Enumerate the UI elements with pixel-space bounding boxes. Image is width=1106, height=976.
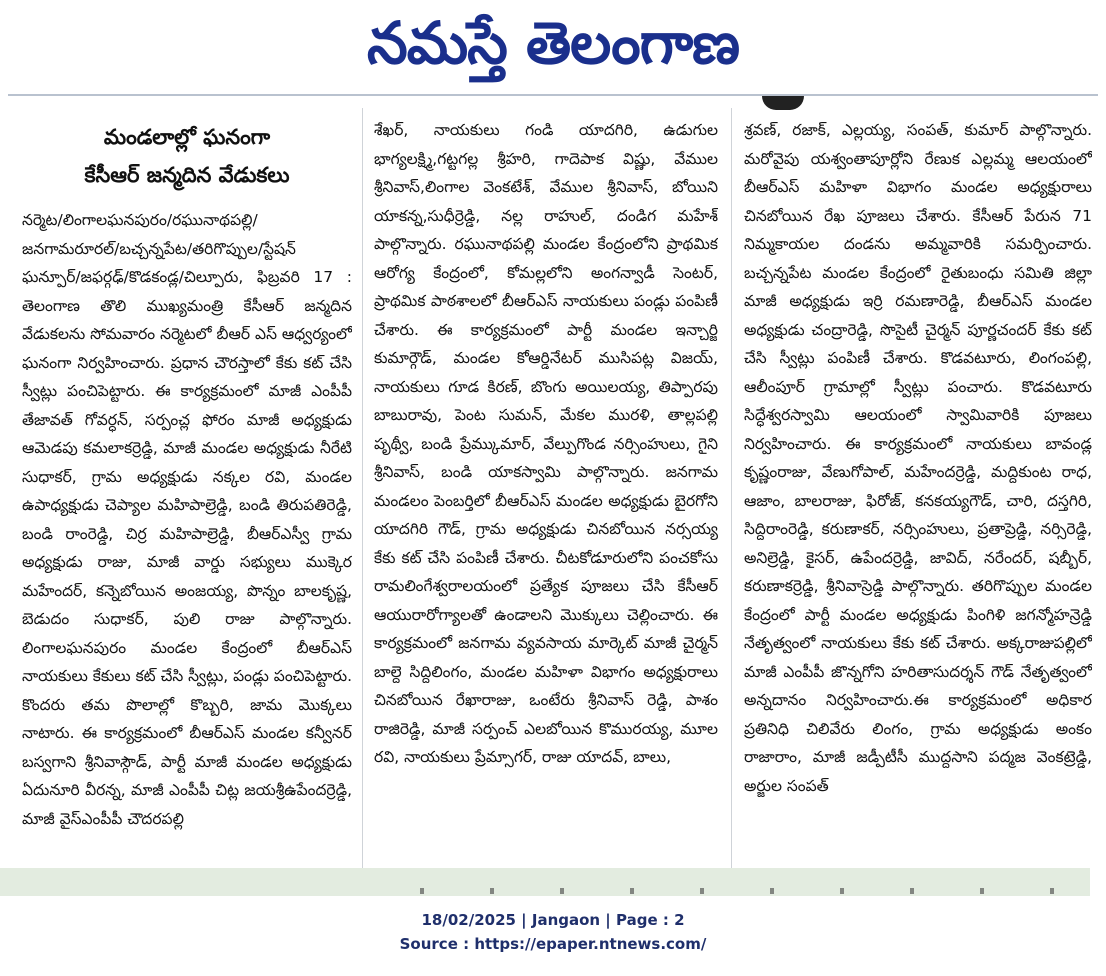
article-text: శేఖర్, నాయకులు గండి యాదగిరి, ఉడుగుల భాగ్యలక్ష్మి,గట్టగల్ల శ్రీహరి, గాదెపాక విష్ణు, వేముల శ్రీనివాస్,లింగాల వెంకటేశ్, వేముల శ్రీనివాస్, బోయిని యాకన్న,సుధీర్రెడ్డి, నల్ల రాహుల్, దండిగ మహేశ్ పాల్గొన్నారు. రఘునాథపల్లి మండల కేంద్రంలోని ప్రాథమిక ఆరోగ్య కేంద్రంలో, కోమల్లలోని అంగన్వాడీ సెంటర్, ప్రాథమిక పాఠశాలలో బీఆర్ఎస్ నాయకులు పండ్లు పంపిణీ చేశారు. ఈ కార్యక్రమంలో పార్టీ మండల ఇన్చార్జి కుమార్గౌడ్, మండల కోఆర్డినేటర్ ముసిపట్ల విజయ్, నాయకులు గూడ కిరణ్, బొంగు అయిలయ్య, తిప్పారపు బాబురావు, పెంట సుమన్, మేకల మురళి, తాల్లపల్లి పృథ్వీ, బండి ప్రేమ్కుమార్, వేల్పుగొండ నర్సింహులు, గైని శ్రీనివాస్, బండి యాకస్వామి పాల్గొన్నారు. జనగామ మండలం పెంబర్తిలో బీఆర్ఎస్ మండల అధ్యక్షుడు బైరగోని యాదగిరి గౌడ్, గ్రామ అధ్యక్షుడు చినబోయిన నర్సయ్య కేకు కట్ చేసి పంపిణీ చేశారు. చీటకోడూరులోని పంచకోసు రామలింగేశ్వరాలయంలో ప్రత్యేక పూజలు చేసి కేసీఆర్ ఆయురారోగ్యాలతో ఉండాలని మొక్కులు చెల్లించారు. ఈ కార్యక్రమంలో జనగామ వ్యవసాయ మార్కెట్ మాజీ చైర్మన్ బాల్దె సిద్దిలింగం, మండల మహిళా విభాగం అధ్యక్షురాలు చినబోయిన రేఖారాజు, ఒంటేరు శ్రీనివాస్ రెడ్డి, పాశం రాజిరెడ్డి, మాజీ సర్పంచ్ ఎలబోయిన కొమురయ్య, మూల రవి, నాయకులు ప్రేమ్సాగర్, రాజు యాదవ్, బాలు, (374, 121, 718, 766)
column-divider (731, 108, 732, 876)
newspaper-logo: నమస్తే తెలంగాణ (367, 9, 739, 77)
article-text: శ్రవణ్, రజాక్, ఎల్లయ్య, సంపత్, కుమార్ పాల్గొన్నారు. మరోవైపు యశ్వంతాపూర్లోని రేణుక ఎల్లమ్మ ఆలయంలో బీఆర్ఎస్ మహిళా విభాగం మండల అధ్యక్షురాలు చినబోయిన రేఖ పూజలు చేశారు. కేసీఆర్ పేరున 71 నిమ్మకాయల దండను అమ్మవారికి సమర్పించారు. బచ్చన్నపేట మండల కేంద్రంలో రైతుబంధు సమితి జిల్లా మాజీ అధ్యక్షుడు ఇర్రి రమణారెడ్డి, బీఆర్ఎస్ మండల అధ్యక్షుడు చంద్రారెడ్డి, సొసైటీ చైర్మన్ పూర్ణచందర్ కేకు కట్ చేసి స్వీట్లు పంపిణీ చేశారు. కొడవటూరు, లింగంపల్లి, ఆలీంపూర్ గ్రామాల్లో స్వీట్లు పంచారు. కొడవటూరు సిద్ధేశ్వరస్వామి ఆలయంలో స్వామివారికి పూజలు నిర్వహించారు. ఈ కార్యక్రమంలో నాయకులు బావండ్ల కృష్ణంరాజు, వేణుగోపాల్, మహేందర్రెడ్డి, మద్దికుంట రాధ, ఆజాం, బాలరాజు, ఫిరోజ్, కనకయ్యగౌడ్, చారి, దస్తగిరి, సిద్దిరాంరెడ్డి, కరుణాకర్, నర్సింహులు, ప్రతాప్రెడ్డి, నర్సిరెడ్డి, అనిల్రెడ్డి, కైసర్, ఉపేందర్రెడ్డి, జావిద్, నరేందర్, షబ్బీర్, కరుణాకర్రెడ్డి, శ్రీనివాస్రెడ్డి పాల్గొన్నారు. తరిగొప్పుల మండల కేంద్రంలో పార్టీ మండల అధ్యక్షుడు పింగిళి జగన్మోహన్రెడ్డి నేతృత్వంలో నాయకులు కేకు కట్ చేశారు. అక్కరాజుపల్లిలో మాజీ ఎంపీపీ జొన్నగోని హరితాసుదర్శన్ గౌడ్ నేతృత్వంలో అన్నదానం నిర్వహించారు.ఈ కార్యక్రమంలో అధికార ప్రతినిధి చిలివేరు లింగం, గ్రామ అధ్యక్షుడు అంకం రాజారాం, మాజీ జడ్పీటీసీ ముద్దసాని పద్మజ వెంకట్రెడ్డి, అర్జుల సంపత్ (744, 121, 1092, 795)
article-text: నర్మెట/లింగాలఘనపురం/రఘునాథపల్లి/జనగామరూరల్/బచ్చన్నపేట/తరిగొప్పుల/స్టేషన్ ఘన్పూర్/జఫర్గఢ్/కొడకండ్ల/చిల్పూరు, ఫిబ్రవరి 17 : తెలంగాణ తొలి ముఖ్యమంత్రి కేసీఆర్ జన్మదిన వేడుకలను సోమవారం నర్మెటలో బీఆర్ ఎస్ ఆధ్వర్యంలో ఘనంగా నిర్వహించారు. ప్రధాన చౌరస్తాలో కేకు కట్ చేసి స్వీట్లు పంచిపెట్టారు. ఈ కార్యక్రమంలో మాజీ ఎంపీపీ తేజావత్ గోవర్ధన్, సర్పంచ్ల ఫోరం మాజీ అధ్యక్షుడు ఆమెడపు కమలాకర్రెడ్డి, మాజీ మండల అధ్యక్షుడు నీరేటి సుధాకర్, గ్రామ అధ్యక్షుడు నక్కల రవి, మండల ఉపాధ్యక్షుడు చెప్యాల మహిపాల్రెడ్డి, బండి తిరుపతిరెడ్డి, బండి రాంరెడ్డి, చిర్ర మహిపాల్రెడ్డి, బీఆర్ఎస్వీ గ్రామ అధ్యక్షుడు రాజు, మాజీ వార్డు సభ్యులు ముక్కెర మహేందర్, కన్నెబోయిన అంజయ్య, పొన్నం బాలకృష్ణ, బెడుదం సుధాకర్, పులి రాజు పాల్గొన్నారు. లింగాలఘనపురం మండల కేంద్రంలో బీఆర్ఎస్ నాయకులు కేకులు కట్ చేసి స్వీట్లు, పండ్లు పంచిపెట్టారు. కొందరు తమ పొలాల్లో కొబ్బరి, జామ మొక్కలు నాటారు. ఈ కార్యక్రమంలో బీఆర్ఎస్ మండల కన్వీనర్ బస్వగాని శ్రీనివాస్గౌడ్, పార్టీ మాజీ మండల అధ్యక్షుడు ఏదునూరి వీరన్న, మాజీ ఎంపీపీ చిట్ల జయశ్రీఉపేందర్రెడ్డి, మాజీ వైస్ఎంపీపీ చౌదరపల్లి (22, 211, 352, 828)
footer-date-line: 18/02/2025 | Jangaon | Page : 2 (421, 911, 685, 929)
article-column-3 (744, 116, 1092, 876)
article-column-2 (374, 116, 718, 876)
footer-source-link[interactable]: Source : https://epaper.ntnews.com/ (399, 935, 707, 953)
cut-off-text-row (420, 888, 1070, 894)
decorative-mark (762, 96, 804, 110)
article-headline (22, 118, 352, 194)
top-divider (8, 94, 1098, 96)
headline-line: మండలాల్లో ఘనంగా (103, 125, 271, 149)
footer (0, 908, 1106, 956)
masthead (0, 0, 1106, 88)
article-column-1 (22, 206, 352, 966)
headline-line: కేసీఆర్ జన్మదిన వేడుకలు (84, 163, 290, 187)
column-divider (362, 108, 363, 876)
